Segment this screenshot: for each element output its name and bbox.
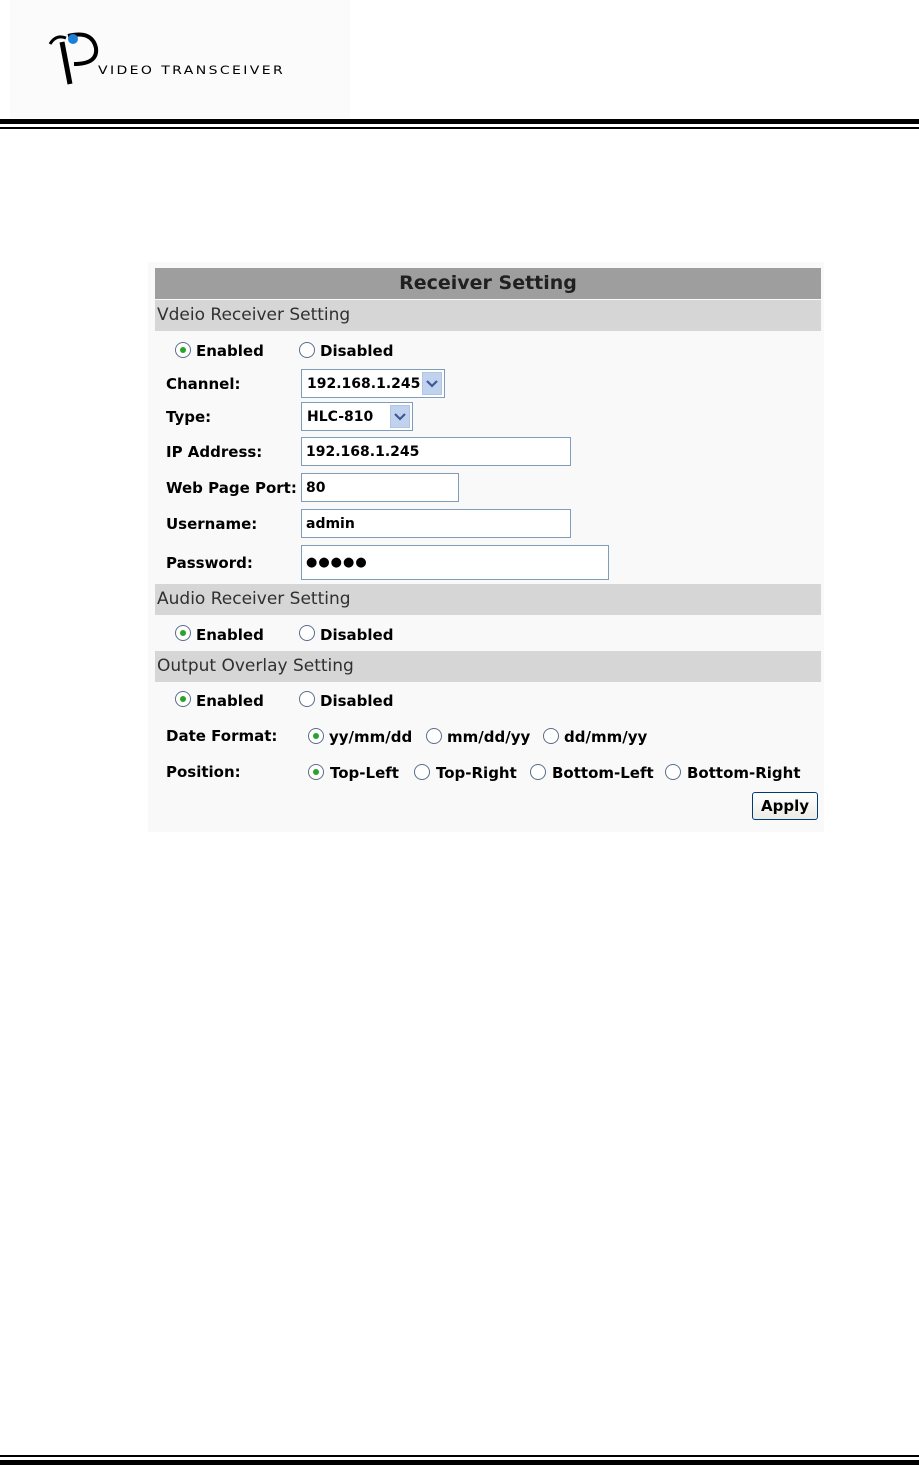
video-disabled-radio[interactable] [299,342,315,358]
password-value: ●●●●● [306,555,368,570]
username-input[interactable]: admin [301,509,571,538]
audio-receiver-section-header: Audio Receiver Setting [155,584,821,615]
position-bottom-left-label: Bottom-Left [552,764,654,782]
output-overlay-section-header: Output Overlay Setting [155,651,821,682]
video-receiver-section-header: Vdeio Receiver Setting [155,300,821,331]
position-bottom-left-radio[interactable] [530,764,546,780]
logo [10,0,350,118]
audio-disabled-label: Disabled [320,626,394,644]
position-bottom-right-label: Bottom-Right [687,764,801,782]
position-top-right-label: Top-Right [436,764,517,782]
overlay-disabled-label: Disabled [320,692,394,710]
overlay-enabled-radio[interactable] [175,691,191,707]
panel-title: Receiver Setting [155,268,821,299]
ip-logo-icon [46,30,106,90]
chevron-down-icon[interactable] [390,405,410,428]
password-label: Password: [166,554,253,572]
date-format-label: Date Format: [166,727,278,745]
position-top-right-radio[interactable] [414,764,430,780]
channel-value: 192.168.1.245 [307,375,421,392]
video-enabled-label: Enabled [196,342,264,360]
audio-enabled-radio[interactable] [175,625,191,641]
header-rule-thin [0,127,919,129]
overlay-disabled-radio[interactable] [299,691,315,707]
audio-disabled-radio[interactable] [299,625,315,641]
position-top-left-label: Top-Left [330,764,399,782]
footer-rule-thin [0,1455,919,1457]
channel-label: Channel: [166,375,241,393]
position-label: Position: [166,763,241,781]
ip-address-label: IP Address: [166,443,263,461]
password-input[interactable] [301,545,609,580]
footer-rule-thick [0,1460,919,1465]
position-top-left-radio[interactable] [308,764,324,780]
date-format-mmddyy-radio[interactable] [426,728,442,744]
date-format-yymmdd-label: yy/mm/dd [329,728,413,746]
date-format-mmddyy-label: mm/dd/yy [447,728,531,746]
apply-button[interactable]: Apply [752,792,818,820]
audio-enabled-label: Enabled [196,626,264,644]
chevron-down-icon[interactable] [422,372,442,395]
date-format-ddmmyy-radio[interactable] [543,728,559,744]
web-page-port-label: Web Page Port: [166,479,297,497]
type-select[interactable] [301,402,413,431]
channel-select[interactable] [301,369,445,398]
date-format-ddmmyy-label: dd/mm/yy [564,728,648,746]
logo-text: VIDEO TRANSCEIVER [98,64,286,78]
video-disabled-label: Disabled [320,342,394,360]
username-label: Username: [166,515,258,533]
ip-address-input[interactable]: 192.168.1.245 [301,437,571,466]
header-rule-thick [0,119,919,124]
overlay-enabled-label: Enabled [196,692,264,710]
type-label: Type: [166,408,212,426]
type-value: HLC-810 [307,408,374,425]
date-format-yymmdd-radio[interactable] [308,728,324,744]
video-enabled-radio[interactable] [175,342,191,358]
position-bottom-right-radio[interactable] [665,764,681,780]
web-page-port-input[interactable]: 80 [301,473,459,502]
